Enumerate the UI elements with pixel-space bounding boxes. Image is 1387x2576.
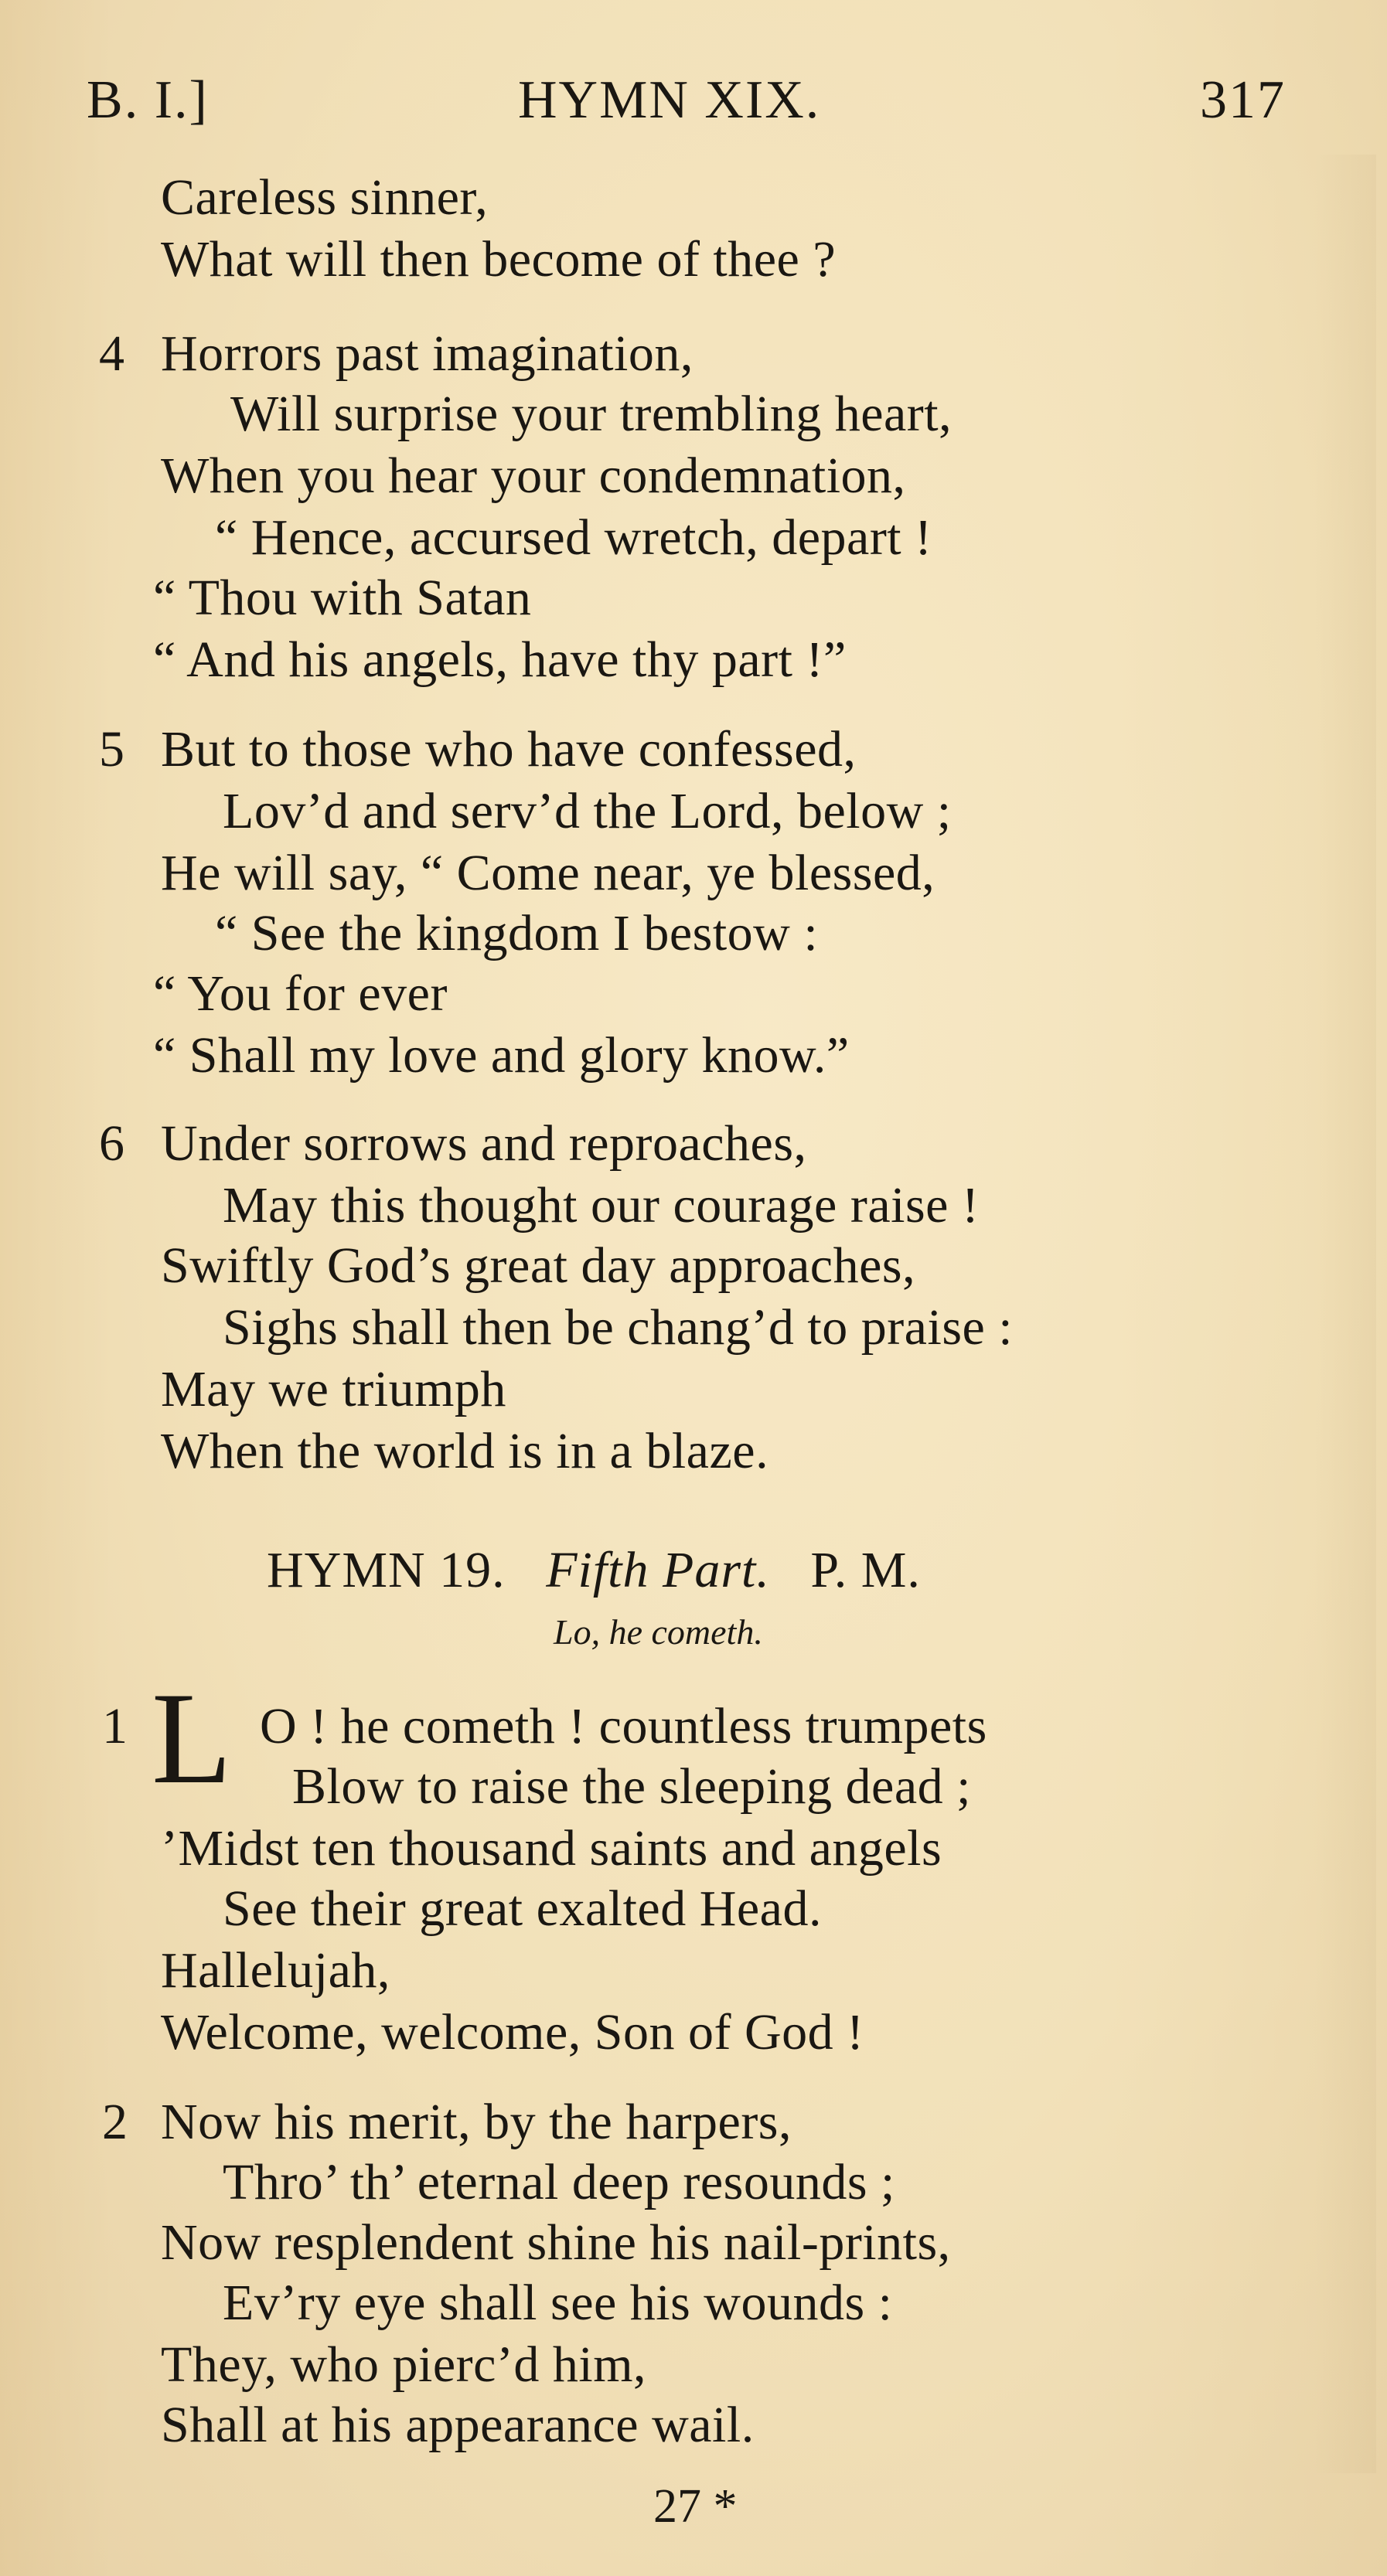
verse-line: When you hear your condemnation,	[161, 447, 906, 504]
verse-line: “ Shall my love and glory know.”	[153, 1027, 850, 1084]
hymn-heading	[267, 1540, 921, 1601]
verse-line: Welcome, welcome, Son of God !	[161, 2004, 864, 2060]
verse-line: “ You for ever	[153, 965, 448, 1022]
hymn-heading-main: HYMN 19.	[267, 1542, 506, 1598]
stanza-number: 2	[102, 2094, 128, 2150]
verse-line: “ See the kingdom I bestow :	[215, 905, 819, 961]
hymn-heading-meter: P. M.	[810, 1542, 921, 1598]
verse-line: Sighs shall then be chang’d to praise :	[223, 1299, 1014, 1356]
bleed-through-shadow	[1314, 155, 1376, 2473]
verse-line: Will surprise your trembling heart,	[230, 386, 952, 442]
verse-line: Now his merit, by the harpers,	[161, 2094, 792, 2150]
stanza-number: 4	[99, 325, 124, 382]
hymn-heading-part: Fifth Part.	[546, 1542, 770, 1598]
verse-line: Lov’d and serv’d the Lord, below ;	[223, 783, 952, 839]
verse-line: Shall at his appearance wail.	[161, 2397, 755, 2453]
page-title: HYMN XIX.	[518, 70, 821, 130]
stanza-number: 6	[99, 1115, 124, 1172]
verse-line: They, who pierc’d him,	[161, 2336, 647, 2393]
verse-line: Hallelujah,	[161, 1942, 390, 1999]
verse-line: Ev’ry eye shall see his wounds :	[223, 2275, 893, 2331]
verse-line: “ And his angels, have thy part !”	[153, 631, 847, 688]
verse-line: May this thought our courage raise !	[223, 1177, 980, 1234]
verse-line: Careless sinner,	[161, 169, 489, 226]
verse-line: Swiftly God’s great day approaches,	[161, 1237, 916, 1294]
verse-line: But to those who have confessed,	[161, 721, 857, 778]
verse-line: Thro’ th’ eternal deep resounds ;	[223, 2154, 895, 2210]
page-number: 317	[1200, 70, 1286, 130]
verse-line: Under sorrows and reproaches,	[161, 1115, 807, 1172]
verse-line: ’Midst ten thousand saints and angels	[161, 1820, 942, 1877]
stanza-number: 1	[102, 1698, 128, 1754]
drop-cap-letter: L	[152, 1666, 232, 1811]
verse-line: When the world is in a blaze.	[161, 1423, 769, 1479]
verse-line: O ! he cometh ! countless trumpets	[260, 1698, 987, 1754]
verse-line: He will say, “ Come near, ye blessed,	[161, 845, 935, 901]
verse-line: Blow to raise the sleeping dead ;	[292, 1758, 971, 1815]
verse-line: What will then become of thee ?	[161, 231, 837, 288]
verse-line: Horrors past imagination,	[161, 325, 694, 382]
verse-line: See their great exalted Head.	[223, 1880, 822, 1937]
stanza-number: 5	[99, 721, 124, 778]
verse-line: Now resplendent shine his nail-prints,	[161, 2214, 951, 2271]
section-label: B. I.]	[87, 70, 209, 130]
verse-line: “ Thou with Satan	[153, 570, 532, 626]
verse-line: “ Hence, accursed wretch, depart !	[215, 509, 932, 566]
verse-line: May we triumph	[161, 1361, 506, 1417]
printer-signature: 27 *	[653, 2480, 738, 2533]
hymn-subtitle: Lo, he cometh.	[554, 1612, 763, 1652]
